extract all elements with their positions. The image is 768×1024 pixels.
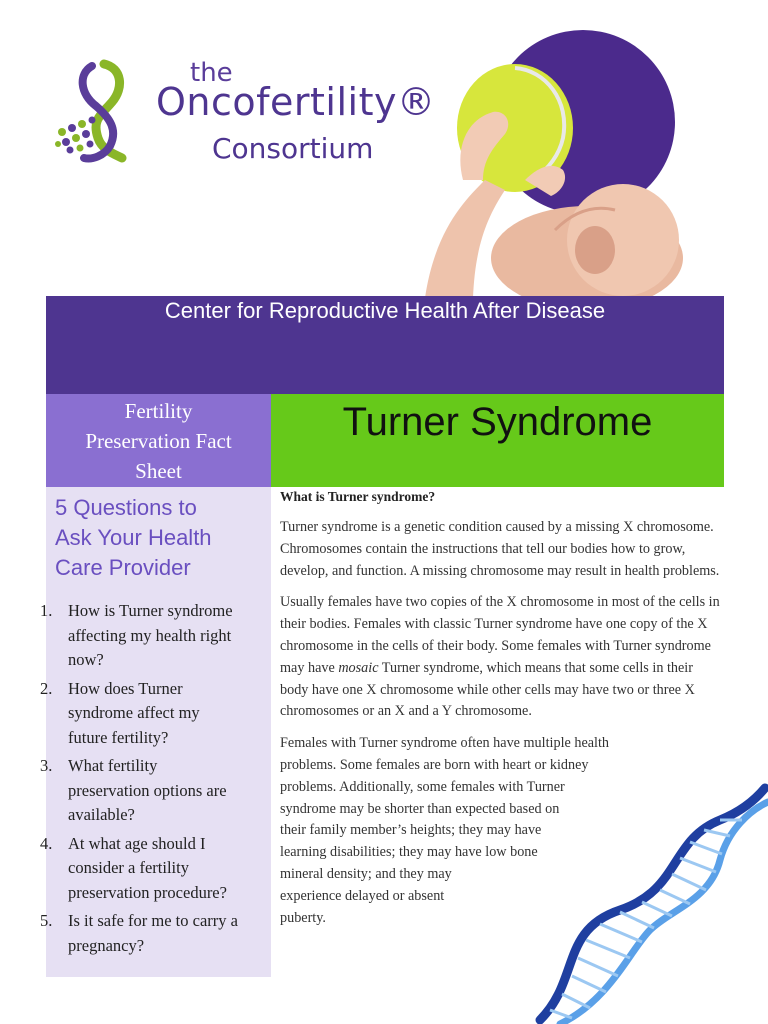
- paragraph-3-line: problems. Additionally, some females with Turner: [280, 778, 565, 795]
- question-line: At what age should I: [68, 833, 206, 853]
- question-line: preservation procedure?: [68, 882, 227, 902]
- question-line: syndrome affect my: [68, 703, 200, 722]
- question-line: pregnancy?: [68, 935, 145, 955]
- section-heading: What is Turner syndrome?: [280, 489, 436, 504]
- question-line: preservation options are: [68, 780, 227, 800]
- paragraph-3-line: Females with Turner syndrome often have multiple health: [280, 735, 610, 752]
- dna-helix-image: [520, 780, 768, 1024]
- question-number: 2.: [40, 678, 53, 698]
- list-item: [40, 677, 264, 751]
- paragraph-3-line: mineral density; and they may: [280, 865, 452, 882]
- paragraph-3-line: experience delayed or absent: [280, 887, 445, 904]
- list-item: [40, 832, 264, 906]
- questions-sidebar: [40, 487, 271, 977]
- title-box: [271, 394, 724, 487]
- question-line: consider a fertility: [68, 858, 189, 877]
- fact-line-1: Fertility: [124, 399, 193, 423]
- logo-the: the: [190, 58, 233, 88]
- question-number: 5.: [40, 911, 53, 930]
- paragraph-3-line: puberty.: [280, 909, 326, 926]
- sidebar-heading-line: Ask Your Health: [55, 525, 212, 550]
- sidebar-heading-line: 5 Questions to: [55, 495, 197, 520]
- paragraph-2-text: Usually females have two copies of the X chromosome in most of the cells in their bodies. Females with classic Turner syndrome have one copy of the X chromosome in the cells of their body. Some females with Turner syndrome may have: [280, 594, 720, 676]
- question-number: 1.: [40, 601, 53, 620]
- mosaic-term: mosaic: [338, 659, 379, 676]
- logo-oncofertility: Oncofertility®: [156, 80, 436, 124]
- question-number: 4.: [40, 833, 53, 853]
- logo-consortium: Consortium: [212, 132, 374, 165]
- page-title: Turner Syndrome: [342, 400, 653, 444]
- question-line: available?: [68, 805, 135, 824]
- fact-line-3: Sheet: [135, 459, 182, 483]
- question-number: 3.: [40, 756, 53, 775]
- sidebar-heading: [55, 493, 265, 583]
- paragraph-2-text: Turner syndrome, which means that some cells in their body have one X chromosome while other cells may have two or three X chromosomes or an X and a Y chromosome.: [280, 659, 695, 720]
- sidebar-heading-line: Care Provider: [55, 555, 191, 580]
- question-line: affecting my health right: [68, 625, 232, 645]
- question-line: now?: [68, 650, 104, 669]
- paragraph-3-line: their family member’s heights; they may have: [280, 822, 542, 839]
- header-band: [46, 296, 724, 394]
- paragraph-3-line: syndrome may be shorter than expected based on: [280, 800, 560, 817]
- ribbon-logo-icon: [52, 58, 142, 168]
- paragraph-3-line: learning disabilities; they may have low bone: [280, 844, 538, 861]
- paragraph-2: [280, 592, 720, 723]
- center-title: Center for Reproductive Health After Disease: [164, 298, 606, 323]
- fact-line-2: Preservation Fact: [85, 429, 232, 453]
- questions-list: [40, 599, 264, 962]
- question-line: future fertility?: [68, 727, 169, 747]
- paragraph-1: Turner syndrome is a genetic condition caused by a missing X chromosome. Chromosomes contain the instructions that tell our bodies how to grow, develop, and function. A missing chromosome may result in health problems.: [280, 519, 720, 579]
- baby-with-ball-image: [365, 30, 695, 298]
- list-item: [40, 754, 264, 828]
- question-line: What fertility: [68, 756, 158, 775]
- fact-sheet-label: [46, 394, 271, 487]
- question-line: How does Turner: [68, 678, 183, 698]
- list-item: [40, 909, 264, 958]
- question-line: How is Turner syndrome: [68, 601, 233, 620]
- list-item: [40, 599, 264, 673]
- question-line: Is it safe for me to carry a: [68, 911, 238, 930]
- paragraph-3-line: problems. Some females are born with heart or kidney: [280, 756, 589, 773]
